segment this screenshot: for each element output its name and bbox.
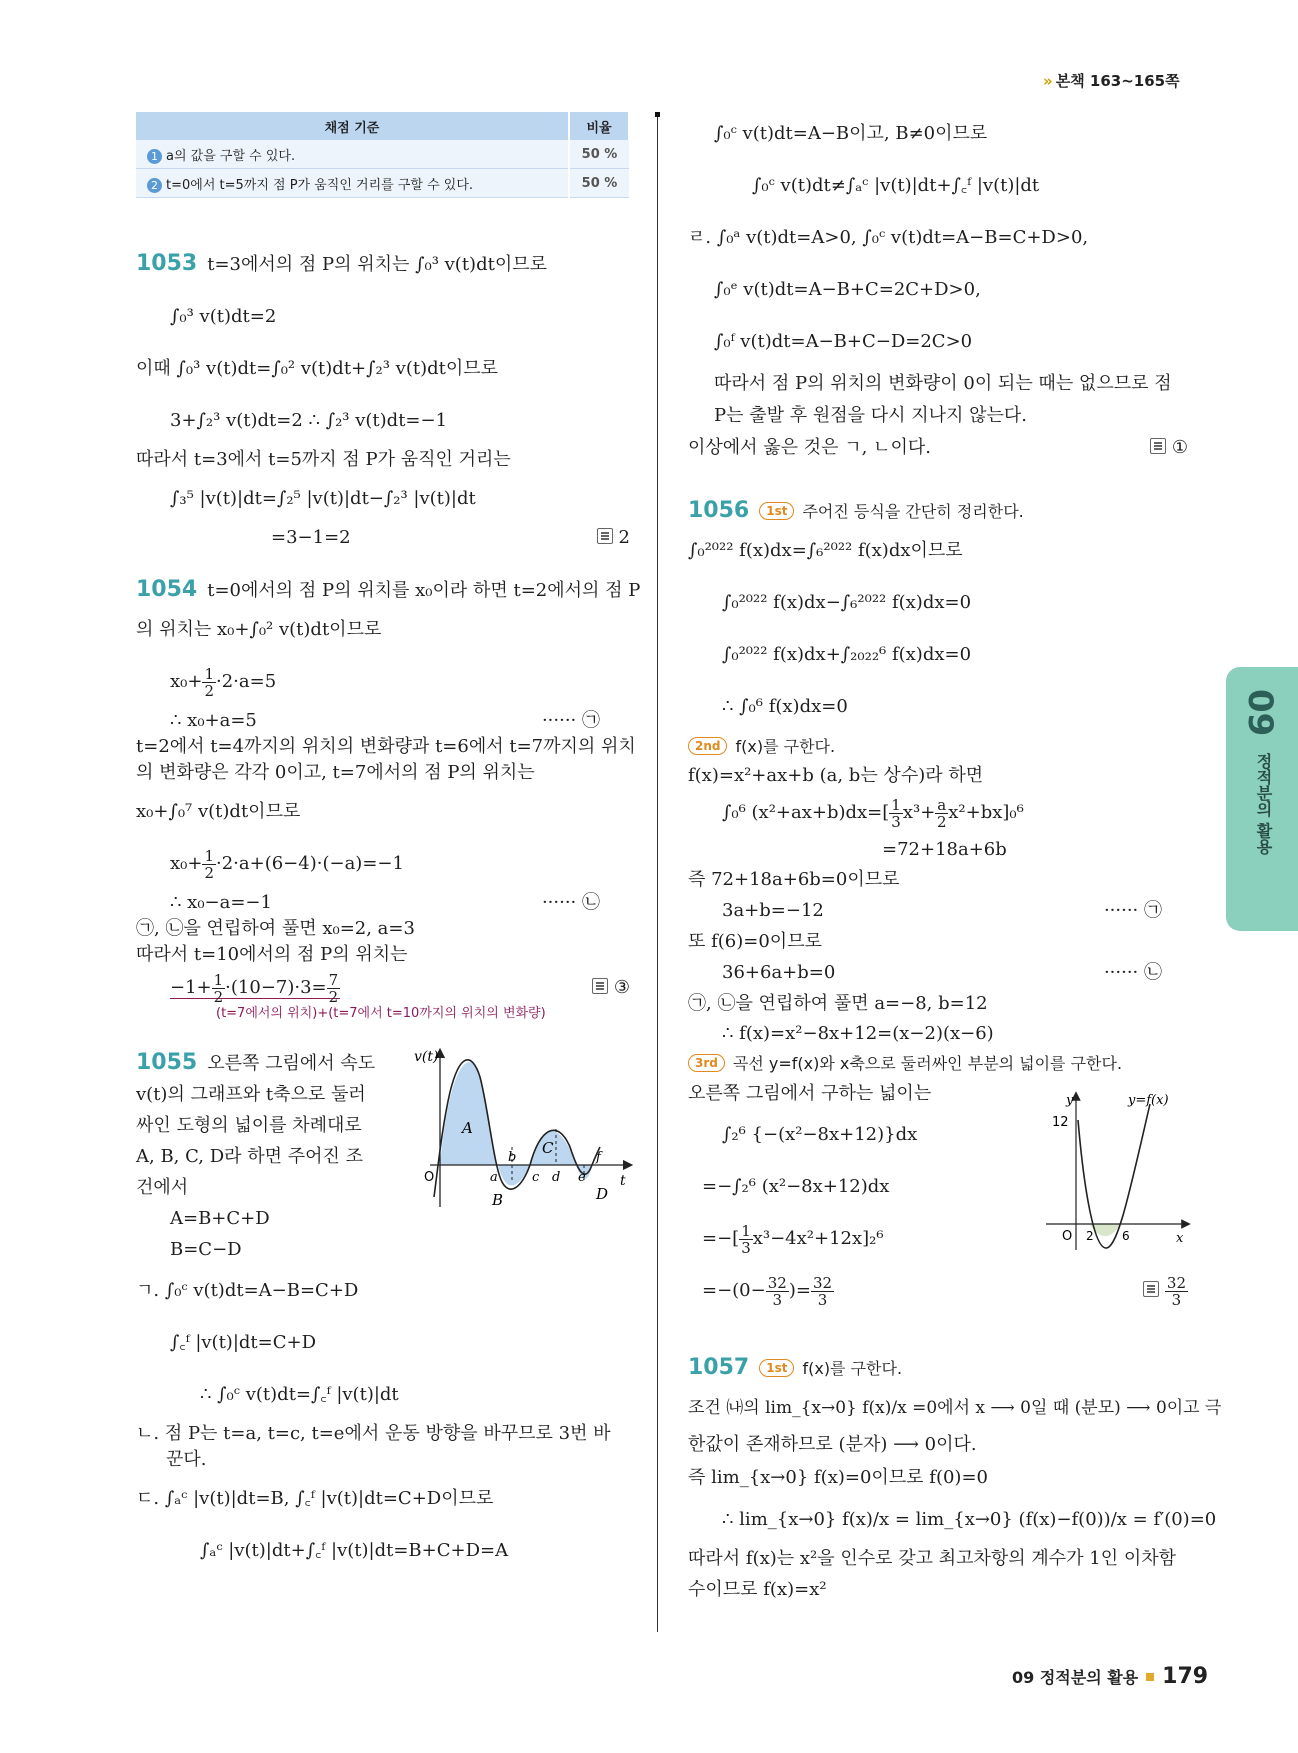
right-column xyxy=(688,108,1222,1606)
answer-icon xyxy=(592,978,608,994)
grading-criteria-table xyxy=(136,112,630,198)
problem-number: 1055 xyxy=(136,1050,198,1075)
velocity-graph xyxy=(414,1047,634,1217)
problem-1055-continued: ∫₀ᶜ v(t)dt=A−B이고, B≠0이므로 ∫₀ᶜ v(t)dt≠∫ₐᶜ |v(t)|dt+∫꜀ᶠ |v(t)|dt ㄹ. ∫₀ᵃ v(t)dt=A>0, ∫₀ᶜ v(t)dt=A−B=C+D>0, ∫₀ᵉ v(t)dt=A−B+C=2C+D>0, ∫₀ᶠ v(t)dt=A−B+C−D=2C>0 따라서 점 P의 위치의 변화량이 0이 되는 때는 없으므로 점 P는 출발 후 원점을 다시 지나지 않는다. 이상에서 옳은 것은 ㄱ, ㄴ이다. ① xyxy=(688,123,1188,458)
svg-text:e: e xyxy=(578,1170,586,1185)
problem-1055: 1055 오른쪽 그림에서 속도 v(t)의 그래프와 t축으로 둘러 싸인 도형의 넓이를 차례대로 A, B, C, D라 하면 주어진 조 건에서 A=B+C+D B=C−D ㄱ. ∫₀ᶜ v(t)dt=A−B=C+D ∫꜀ᶠ |v(t)|dt=C+D ∴ ∫₀ᶜ v(t)dt=∫꜀ᶠ |v(t)|dt ㄴ. 점 P는 t=a, t=c, t=e에서 운동 방향을 바꾸므로 3번 바 꾼다. ㄷ. ∫ₐᶜ |v(t)|dt=B, ∫꜀ᶠ |v(t)|dt=C+D이므로 ∫ₐᶜ |v(t)|dt+∫꜀ᶠ |v(t)|dt=B+C+D=A v(t) t O A B C D a b c d e f xyxy=(136,1047,630,1577)
svg-text:C: C xyxy=(542,1139,554,1157)
svg-text:y: y xyxy=(1066,1093,1074,1108)
criteria-row: 1 a의 값을 구할 수 있다. 50 % xyxy=(136,140,629,169)
step-badge: 3rd xyxy=(688,1054,725,1072)
svg-text:A: A xyxy=(462,1119,473,1137)
svg-text:y=f(x): y=f(x) xyxy=(1128,1093,1169,1108)
answer-icon xyxy=(1150,438,1166,454)
chapter-tab xyxy=(1226,667,1298,931)
svg-text:d: d xyxy=(552,1170,561,1185)
problem-number: 1054 xyxy=(136,577,198,602)
ratio-header: 비율 xyxy=(569,112,629,140)
svg-text:6: 6 xyxy=(1122,1229,1130,1243)
svg-text:a: a xyxy=(490,1170,498,1185)
svg-text:c: c xyxy=(532,1170,540,1185)
parabola-graph xyxy=(1046,1090,1188,1260)
svg-text:D: D xyxy=(596,1185,609,1203)
svg-text:B: B xyxy=(492,1191,504,1209)
svg-text:2: 2 xyxy=(1086,1229,1094,1243)
page-number: 179 xyxy=(1162,1664,1209,1689)
axis-label-v: v(t) xyxy=(414,1049,439,1065)
chapter-title: 정적분의 활용 xyxy=(1254,753,1273,855)
svg-text:f: f xyxy=(596,1150,601,1165)
left-column xyxy=(136,112,641,1577)
criteria-header: 채점 기준 xyxy=(136,112,569,140)
problem-1054: 1054 t=0에서의 점 P의 위치를 x₀이라 하면 t=2에서의 점 P 의 위치는 x₀+∫₀² v(t)dt이므로 x₀+ $\frac{1}{2}$ ·2·a=5 ∴ x₀+a=5 ······ ㉠ t=2에서 t=4까지의 위치의 변화량과 t=6에서 t=7까지의 위치 의 변화량은 각각 0이고, t=7에서의 점 P의 위치는 x₀+∫₀⁷ v(t)dt이므로 x₀+ $\frac{1}{2}$ ·2·a+(6−4)·(−a)=−1 ∴ x₀−a=−1 ······ ㉡ ㉠, ㉡을 연립하여 풀면 x₀=2, a=3 따라서 t=10에서의 점 P의 위치는 −1+ $\frac{1}{2}$ ·(10−7)·3= $\frac{7}{2}$ ③ (t=7에서의 위치)+(t=7에서 t=10까지의 위치의 변화량) xyxy=(136,577,641,1021)
answer-icon xyxy=(597,528,613,544)
svg-text:12: 12 xyxy=(1052,1115,1069,1130)
problem-1056: 1056 1st 주어진 등식을 간단히 정리한다. ∫₀²⁰²² f(x)dx=∫₆²⁰²² f(x)dx이므로 ∫₀²⁰²² f(x)dx−∫₆²⁰²² f(x)dx=0 ∫₀²⁰²² f(x)dx+∫₂₀₂₂⁶ f(x)dx=0 ∴ ∫₀⁶ f(x)dx=0 2nd f(x)를 구한다. f(x)=x²+ax+b (a, b는 상수)라 하면 ∫₀⁶ (x²+ax+b)dx=[ $\frac{1}{3}$ x³+ $\frac{a}{2}$ x²+bx]₀⁶ =72+18a+6b 즉 72+18a+6b=0이므로 3a+b=−12 ······ ㉠ 또 f(6)=0이므로 36+6a+b=0 ······ ㉡ ㉠, ㉡을 연립하여 풀면 a=−8, b=12 ∴ f(x)=x²−8x+12=(x−2)(x−6) 3rd 곡선 y=f(x)와 x축으로 둘러싸인 부분의 넓이를 구한다. 오른쪽 그림에서 구하는 넓이는 ∫₂⁶ {−(x²−8x+12)}dx =−∫₂⁶ (x²−8x+12)dx =−[ $\frac{1}{3}$ x³−4x²+12x]₂⁶ =−(0− $\frac{32}{3}$ )= $\frac{32}{3}$ $\frac{32}{3}$ y y=f(x) 12 O 2 6 x xyxy=(688,498,1186,1309)
column-divider xyxy=(657,112,658,1632)
problem-1057: 1057 1st f(x)를 구한다. 조건 ㈏의 lim_{x→0} f(x)/x =0에서 x ⟶ 0일 때 (분모) ⟶ 0이고 극 한값이 존재하므로 (분자) ⟶ 0이다. 즉 lim_{x→0} f(x)=0이므로 f(0)=0 ∴ lim_{x→0} f(x)/x = lim_{x→0} (f(x)−f(0))/x = f′(0)=0 따라서 f(x)는 x²을 인수로 갖고 최고차항의 계수가 1인 이차함 수이므로 f(x)=x² xyxy=(688,1355,1222,1600)
svg-text:x: x xyxy=(1176,1231,1184,1246)
page-reference: » 본책 163~165쪽 xyxy=(1043,72,1180,90)
page-footer: 09 정적분의 활용 179 xyxy=(1012,1664,1209,1689)
step-badge: 1st xyxy=(759,502,794,520)
svg-text:O: O xyxy=(1062,1229,1073,1244)
criteria-row: 2 t=0에서 t=5까지 점 P가 움직인 거리를 구할 수 있다. 50 % xyxy=(136,169,629,198)
annotation-note: (t=7에서의 위치)+(t=7에서 t=10까지의 위치의 변화량) xyxy=(216,1006,546,1021)
svg-text:b: b xyxy=(508,1150,517,1165)
svg-text:O: O xyxy=(424,1170,435,1185)
problem-1053: 1053 t=3에서의 점 P의 위치는 ∫₀³ v(t)dt이므로 ∫₀³ v(t)dt=2 이때 ∫₀³ v(t)dt=∫₀² v(t)dt+∫₂³ v(t)dt이므로 3+∫₂³ v(t)dt=2 ∴ ∫₂³ v(t)dt=−1 따라서 t=3에서 t=5까지 점 P가 움직인 거리는 ∫₃⁵ |v(t)|dt=∫₂⁵ |v(t)|dt−∫₂³ |v(t)|dt =3−1=2 2 xyxy=(136,238,630,551)
step-badge: 2nd xyxy=(688,737,727,755)
answer-1053: 2 xyxy=(597,525,630,551)
step-badge: 1st xyxy=(759,1359,794,1377)
chapter-number: 09 xyxy=(1240,689,1280,737)
svg-text:t: t xyxy=(620,1173,626,1189)
problem-number: 1053 xyxy=(136,251,198,276)
answer-icon xyxy=(1143,1281,1159,1297)
problem-number: 1057 xyxy=(688,1355,750,1380)
problem-number: 1056 xyxy=(688,498,750,523)
